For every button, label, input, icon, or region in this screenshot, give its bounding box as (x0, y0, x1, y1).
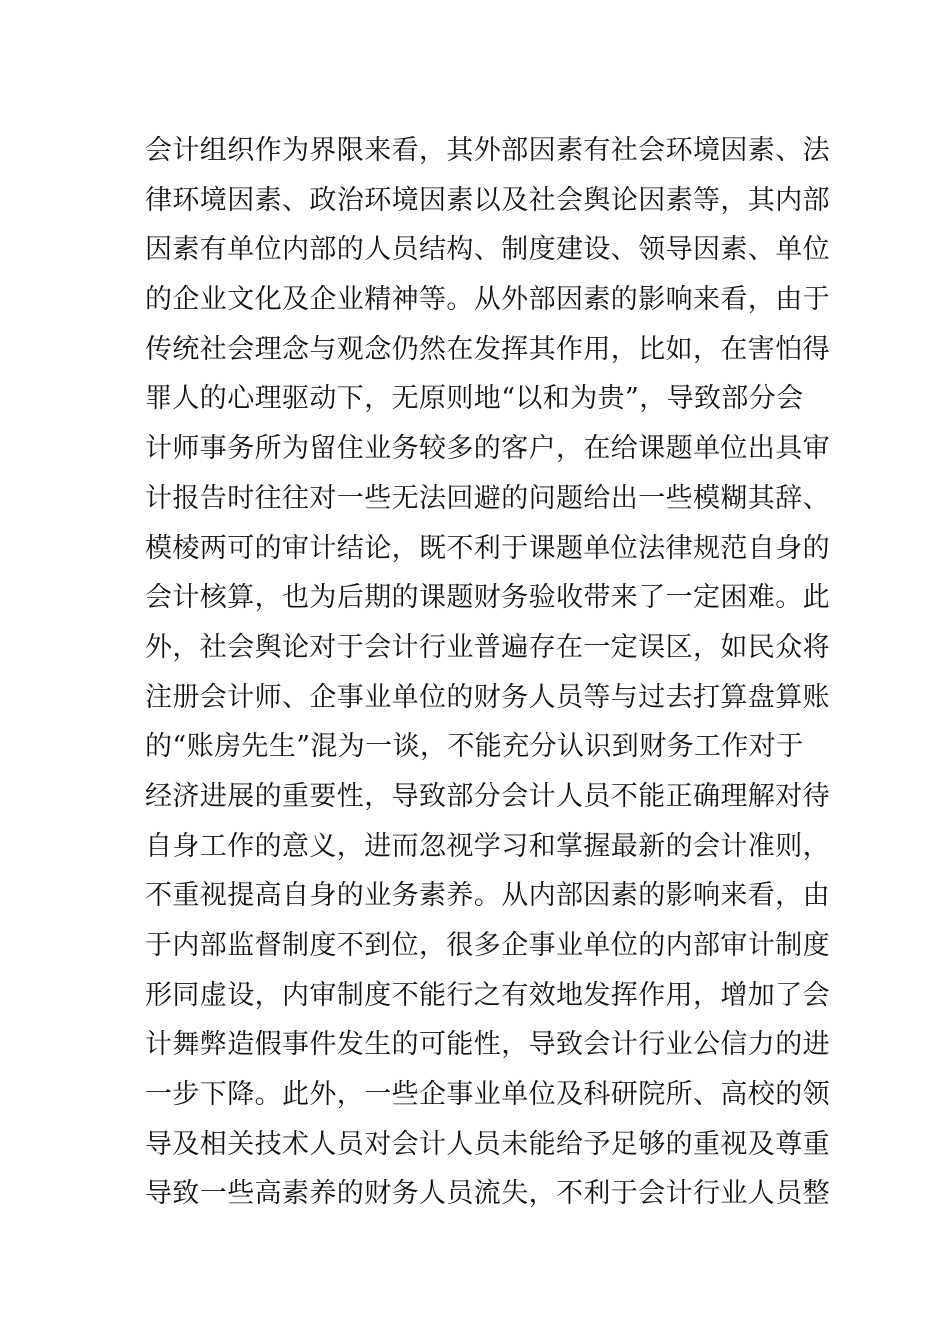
text-line: 计报告时往往对一些无法回避的问题给出一些模糊其辞、 (145, 482, 830, 514)
text-line: 罪人的心理驱动下，无原则地“以和为贵”，导致部分会 (145, 383, 804, 415)
text-line: 于内部监督制度不到位，很多企事业单位的内部审计制度 (145, 930, 830, 961)
text-line: 一步下降。此外，一些企事业单位及科研院所、高校的领 (145, 1079, 830, 1111)
body-paragraph (145, 126, 830, 1219)
text-line: 因素有单位内部的人员结构、制度建设、领导因素、单位 (145, 234, 830, 266)
text-line: 计师事务所为留住业务较多的客户，在给课题单位出具审 (145, 433, 830, 465)
text-line: 的“账房先生”混为一谈，不能充分认识到财务工作对于 (145, 731, 804, 763)
text-line: 律环境因素、政治环境因素以及社会舆论因素等，其内部 (145, 184, 830, 216)
text-line: 经济进展的重要性，导致部分会计人员不能正确理解对待 (145, 780, 830, 812)
text-line: 不重视提高自身的业务素养。从内部因素的影响来看，由 (145, 880, 830, 912)
text-line: 模棱两可的审计结论，既不利于课题单位法律规范自身的 (145, 532, 830, 564)
text-line: 的企业文化及企业精神等。从外部因素的影响来看，由于 (145, 284, 830, 316)
text-line: 自身工作的意义，进而忽视学习和掌握最新的会计准则， (145, 830, 830, 862)
text-line: 导致一些高素养的财务人员流失，不利于会计行业人员整 (145, 1178, 830, 1210)
text-line: 传统社会理念与观念仍然在发挥其作用，比如，在害怕得 (145, 333, 830, 365)
text-line: 外，社会舆论对于会计行业普遍存在一定误区，如民众将 (145, 631, 830, 663)
text-line: 注册会计师、企事业单位的财务人员等与过去打算盘算账 (145, 681, 830, 713)
text-line: 会计组织作为界限来看，其外部因素有社会环境因素、法 (145, 135, 830, 166)
text-line: 形同虚设，内审制度不能行之有效地发挥作用，增加了会 (145, 979, 830, 1011)
text-line: 导及相关技术人员对会计人员未能给予足够的重视及尊重 (145, 1128, 830, 1160)
text-line: 会计核算，也为后期的课题财务验收带来了一定困难。此 (145, 582, 830, 614)
text-line: 计舞弊造假事件发生的可能性，导致会计行业公信力的进 (145, 1029, 830, 1061)
